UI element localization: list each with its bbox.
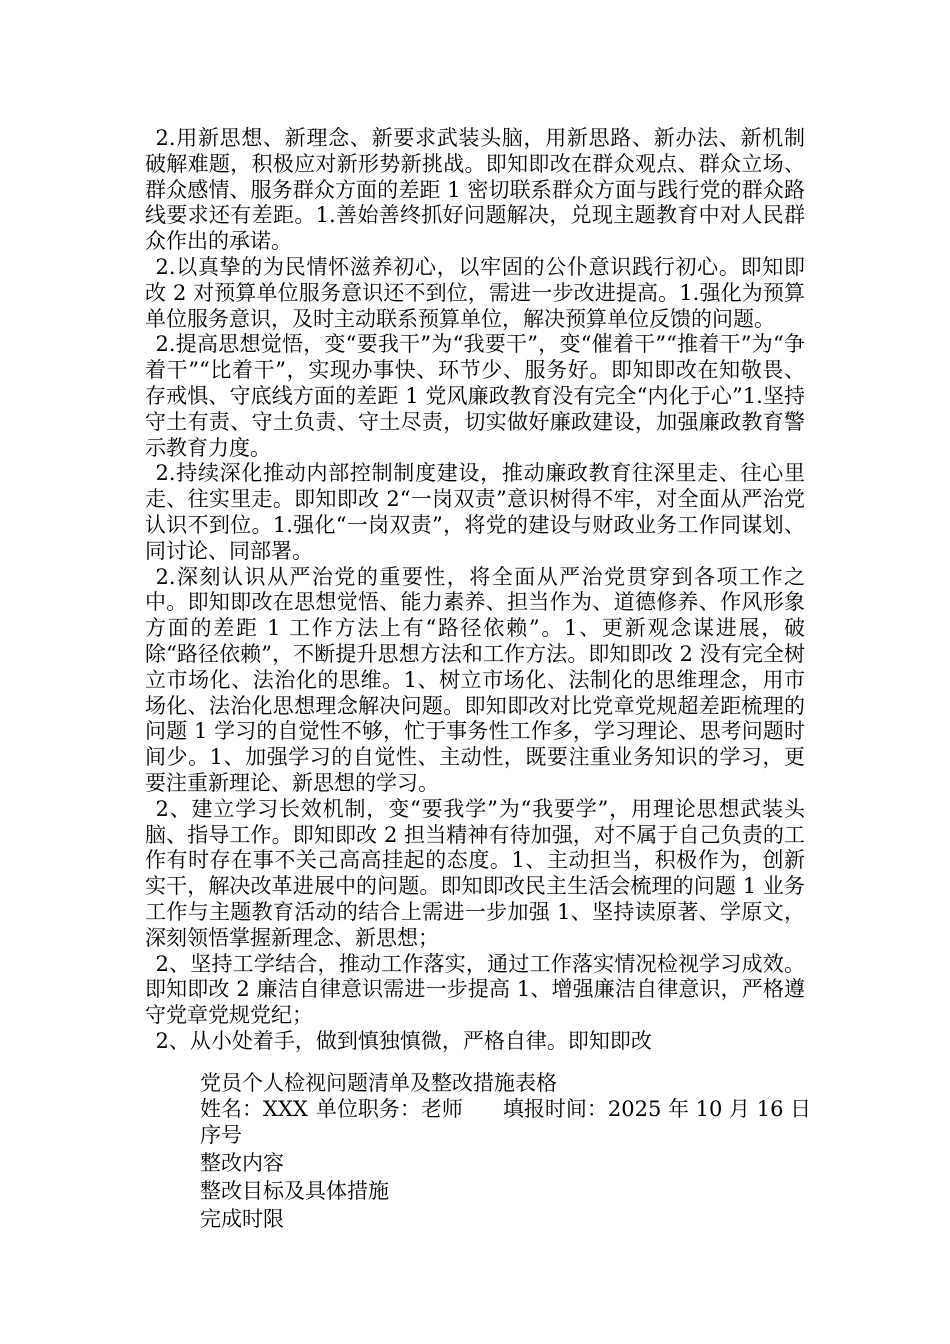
position-field: 单位职务：老师 — [315, 1097, 463, 1121]
paragraph-2: 2.以真挚的为民情怀滋养初心，以牢固的公仆意识践行初心。即知即改 2 对预算单位服务意识还不到位，需进一步改进提高。1.强化为预算单位服务意识，及时主动联系预算单位，解决预算单位反馈的问题。 — [145, 254, 805, 331]
paragraph-1: 2.用新思想、新理念、新要求武装头脑，用新思路、新办法、新机制破解难题，积极应对新形势新挑战。即知即改在群众观点、群众立场、群众感情、服务群众方面的差距 1 密切联系群众方面与践行党的群众路线要求还有差距。1.善始善终抓好问题解决，兑现主题教育中对人民群众作出的承诺。 — [145, 126, 805, 254]
body-text — [145, 126, 805, 1055]
column-header-deadline: 完成时限 — [200, 1207, 284, 1231]
info-line — [200, 1096, 820, 1122]
paragraph-8: 2、从小处着手，做到慎独慎微，严格自律。即知即改 — [155, 1028, 652, 1053]
inspection-table — [200, 1070, 820, 1234]
column-header-measures: 整改目标及具体措施 — [200, 1179, 389, 1203]
paragraph-3: 2.提高思想觉悟，变“要我干”为“我要干”，变“催着干”“推着干”为“争着干”“比着干”，实现办事快、环节少、服务好。即知即改在知敬畏、存戒惧、守底线方面的差距 1 党风廉政教育没有完全“内化于心”1.坚持守土有责、守土负责、守土尽责，切实做好廉政建设，加强廉政教育警示教育力度。 — [145, 332, 805, 460]
date-field: 填报时间：2025 年 10 月 16 日 — [502, 1097, 812, 1121]
paragraph-4: 2.持续深化推动内部控制制度建设，推动廉政教育往深里走、往心里走、往实里走。即知即改 2“一岗双责”意识树得不牢，对全面从严治党认识不到位。1.强化“一岗双责”，将党的建设与财政业务工作同谋划、同讨论、同部署。 — [145, 461, 805, 563]
column-header-content: 整改内容 — [200, 1151, 284, 1175]
column-header-index: 序号 — [200, 1123, 242, 1147]
paragraph-7: 2、坚持工学结合，推动工作落实，通过工作落实情况检视学习成效。即知即改 2 廉洁自律意识需进一步提高 1、增强廉洁自律意识，严格遵守党章党规党纪； — [145, 951, 805, 1028]
paragraph-6: 2、建立学习长效机制，变“要我学”为“我要学”，用理论思想武装头脑、指导工作。即知即改 2 担当精神有待加强，对不属于自己负责的工作有时存在事不关己高高挂起的态度。1、主动担当，积极作为，创新实干，解决改革进展中的问题。即知即改民主生活会梳理的问题 1 业务工作与主题教育活动的结合上需进一步加强 1、坚持读原著、学原文，深刻领悟掌握新理念、新思想； — [145, 796, 805, 950]
name-field: 姓名：XXX — [200, 1097, 308, 1121]
table-title: 党员个人检视问题清单及整改措施表格 — [200, 1071, 557, 1095]
paragraph-5: 2.深刻认识从严治党的重要性，将全面从严治党贯穿到各项工作之中。即知即改在思想觉悟、能力素养、担当作为、道德修养、作风形象方面的差距 1 工作方法上有“路径依赖”。1、更新观念谋进展，破除“路径依赖”，不断提升思想方法和工作方法。即知即改 2 没有完全树立市场化、法治化的思维。1、树立市场化、法制化的思维理念，用市场化、法治化思想理念解决问题。即知即改对比党章党规超差距梳理的问题 1 学习的自觉性不够，忙于事务性工作多，学习理论、思考问题时间少。1、加强学习的自觉性、主动性，既要注重业务知识的学习，更要注重新理论、新思想的学习。 — [145, 564, 805, 795]
